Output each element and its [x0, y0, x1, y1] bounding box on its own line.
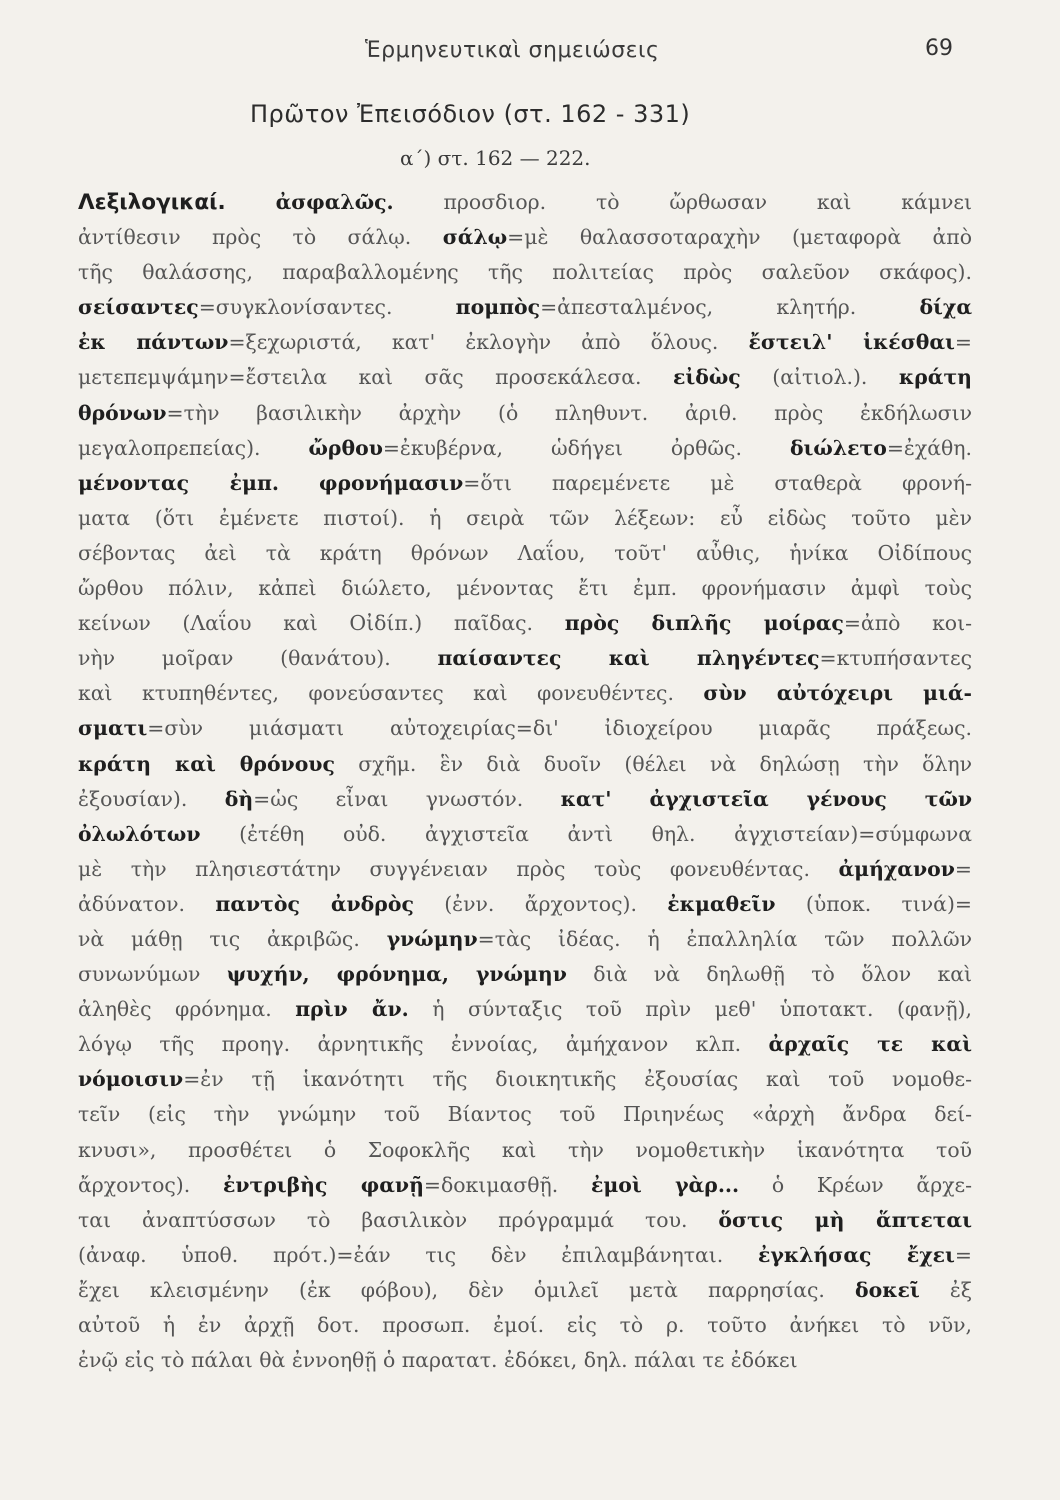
gloss-text: =ὅτι παρεμένετε μὲ σταθερὰ φρονή- [463, 470, 972, 495]
lemma: πομπὸς [455, 295, 541, 320]
gloss-text: ἡ σύνταξις τοῦ πρὶν μεθ' ὑποτακτ. (φανῇ), [408, 997, 972, 1022]
lemma: ψυχήν, φρόνημα, γνώμην [226, 962, 567, 987]
gloss-text: μὲ τὴν πλησιεστάτην συγγένειαν πρὸς τοὺς φονευθέντας. [78, 856, 839, 881]
gloss-text: σέβοντας ἀεὶ τὰ κράτη θρόνων Λαΐου, τοῦτ' αὖθις, ἡνίκα Οἰδίπους [78, 540, 972, 565]
text-line [78, 1343, 972, 1378]
lemma: πρὶν ἄν. [295, 997, 409, 1022]
text-line [78, 747, 972, 782]
lemma: ἐκ πάντων [78, 330, 229, 355]
lemma: ἀρχαῖς τε καὶ [768, 1032, 972, 1057]
gloss-text: = [954, 1242, 972, 1267]
lemma: γνώμην [386, 926, 478, 951]
gloss-text: ἐξουσίαν). [78, 786, 225, 811]
gloss-text: ἐξ [919, 1277, 972, 1302]
running-head: Ἑρμηνευτικαὶ σημειώσεις [365, 38, 660, 63]
gloss-text: ἀντίθεσιν πρὸς τὸ σάλῳ. [78, 225, 443, 250]
lemma: δοκεῖ [855, 1277, 920, 1302]
gloss-text: καὶ κτυπηθέντες, φονεύσαντες καὶ φονευθέντες. [78, 681, 704, 706]
lemma: φρονήμασιν [319, 470, 464, 495]
lemma: ἔστειλ' ἱκέσθαι [748, 330, 955, 355]
lemma: νόμοισιν [78, 1067, 184, 1092]
text-line [78, 711, 972, 746]
gloss-text: συνωνύμων [78, 962, 227, 987]
gloss-text: = [954, 856, 972, 881]
text-line [78, 887, 972, 922]
lemma: σματι [78, 716, 148, 741]
gloss-text: (ὑποκ. τινά)= [775, 891, 972, 916]
text-line [78, 431, 972, 466]
gloss-text: ἄρχοντος). [78, 1172, 223, 1197]
gloss-text: σχῆμ. ἓν διὰ δυοῖν (θέλει νὰ δηλώσῃ τὴν ὅλην [334, 751, 972, 776]
text-line [78, 466, 972, 501]
gloss-text: (ἀναφ. ὑποθ. πρότ.)=ἐάν τις δὲν ἐπιλαμβάνηται. [78, 1242, 759, 1267]
lemma: ὅστις μὴ ἅπτεται [718, 1207, 972, 1232]
text-line [78, 957, 972, 992]
text-line [78, 676, 972, 711]
lemma: ἐμοὶ γὰρ... [590, 1172, 740, 1197]
gloss-text [279, 471, 319, 495]
gloss-text: κείνων (Λαΐου καὶ Οἰδίπ.) παῖδας. [78, 611, 565, 636]
gloss-text: διὰ νὰ δηλωθῇ τὸ ὅλον καὶ [566, 962, 972, 987]
gloss-text: = [954, 330, 972, 355]
text-line [78, 817, 972, 852]
text-line [78, 290, 972, 325]
text-line [78, 992, 972, 1027]
lemma: Λεξιλογικαί. [78, 190, 226, 215]
gloss-text: τεῖν (εἰς τὴν γνώμην τοῦ Βίαντος τοῦ Πριηνέως «ἀρχὴ ἄνδρα δεί- [78, 1102, 972, 1127]
gloss-text: =ἐχάθη. [886, 435, 972, 460]
gloss-text: νὴν μοῖραν (θανάτου). [78, 646, 438, 671]
lemma: εἰδὼς [673, 365, 741, 390]
gloss-text: =τὰς ἰδέας. ἡ ἐπαλληλία τῶν πολλῶν [477, 926, 972, 951]
text-line [78, 1273, 972, 1308]
text-line [78, 922, 972, 957]
gloss-text: ἔχει κλεισμένην (ἐκ φόβου), δὲν ὁμιλεῖ μετὰ παρρησίας. [78, 1277, 855, 1302]
gloss-text: =ἐν τῇ ἱκανότητι τῆς διοικητικῆς ἐξουσίας καὶ τοῦ νομοθε- [183, 1067, 972, 1092]
gloss-text: =ὡς εἶναι γνωστόν. [253, 786, 561, 811]
text-line [78, 255, 972, 290]
gloss-text: =ξεχωριστά, κατ' ἐκλογὴν ἀπὸ ὅλους. [228, 330, 749, 355]
gloss-text: =συγκλονίσαντες. [198, 295, 456, 320]
lemma: παντὸς ἀνδρὸς [215, 891, 414, 916]
text-line [78, 360, 972, 395]
text-line [78, 571, 972, 606]
lemma: κράτη [898, 365, 972, 390]
lemma: σείσαντες [78, 295, 199, 320]
lemma: ἐγκλήσας ἔχει [758, 1242, 955, 1267]
gloss-text: =σὺν μιάσματι αὐτοχειρίας=δι' ἰδιοχείρου μιαρᾶς πράξεως. [147, 716, 972, 741]
gloss-text: ὤρθου πόλιν, κἀπεὶ διώλετο, μένοντας ἔτι ἐμπ. φρονήμασιν ἀμφὶ τοὺς [78, 576, 972, 601]
text-line [78, 185, 972, 220]
gloss-text: (ἐτέθη οὐδ. ἀγχιστεῖα ἀντὶ θηλ. ἀγχιστείαν)=σύμφωνα [200, 821, 972, 846]
lemma: σὺν αὐτόχειρι μιά- [703, 681, 972, 706]
text-line [78, 1133, 972, 1168]
text-line [78, 536, 972, 571]
gloss-text: ἐνῷ εἰς τὸ πάλαι θὰ ἐννοηθῇ ὁ παρατατ. ἐδόκει, δηλ. πάλαι τε ἐδόκει [78, 1348, 798, 1373]
section-title: Πρῶτον Ἐπεισόδιον (στ. 162 - 331) [250, 100, 691, 128]
gloss-text: =ἀπὸ κοι- [843, 611, 972, 636]
lemma: μένοντας ἐμπ. [78, 470, 279, 495]
text-line [78, 1027, 972, 1062]
text-line [78, 325, 972, 360]
lemma: κράτη καὶ θρόνους [78, 751, 335, 776]
page-number: 69 [925, 36, 953, 61]
text-line [78, 501, 972, 536]
gloss-text: =δοκιμασθῇ. [423, 1172, 591, 1197]
lemma: σάλῳ [442, 225, 508, 250]
gloss-text: ἀληθὲς φρόνημα. [78, 997, 296, 1022]
text-line [78, 606, 972, 641]
text-line [78, 1062, 972, 1097]
lemma: ἐκμαθεῖν [667, 891, 776, 916]
text-line [78, 782, 972, 817]
gloss-text: (αἰτιολ.). [740, 365, 899, 390]
lemma: δίχα [919, 295, 972, 320]
text-line [78, 396, 972, 431]
lemma: ἀμήχανον [838, 856, 955, 881]
lemma: θρόνων [78, 400, 167, 425]
gloss-text: =μὲ θαλασσοταραχὴν (μεταφορὰ ἀπὸ [507, 225, 972, 250]
gloss-text: =ἐκυβέρνα, ὡδήγει ὀρθῶς. [382, 435, 790, 460]
text-line [78, 1238, 972, 1273]
text-line [78, 852, 972, 887]
gloss-text: ὁ Κρέων ἄρχε- [739, 1172, 972, 1197]
gloss-text: =ἀπεσταλμένος, κλητήρ. [540, 295, 920, 320]
subsection-title: α΄) στ. 162 — 222. [400, 146, 591, 170]
lemma: κατ' ἀγχιστεῖα γένους τῶν [560, 786, 972, 811]
gloss-text: ματα (ὅτι ἐμένετε πιστοί). ἡ σειρὰ τῶν λέξεων: εὖ εἰδὼς τοῦτο μὲν [78, 505, 972, 530]
gloss-text: (ἐνν. ἄρχοντος). [413, 891, 668, 916]
gloss-text: ἀδύνατον. [78, 891, 216, 916]
gloss-text: ται ἀναπτύσσων τὸ βασιλικὸν πρόγραμμά του. [78, 1207, 719, 1232]
gloss-text: προσδιορ. τὸ ὤρθωσαν καὶ κάμνει [393, 190, 972, 214]
commentary-body [78, 185, 972, 1378]
gloss-text: =τὴν βασιλικὴν ἀρχὴν (ὁ πληθυντ. ἀριθ. πρὸς ἐκδήλωσιν [166, 400, 972, 425]
gloss-text: μεγαλοπρεπείας). [78, 435, 309, 460]
text-line [78, 1097, 972, 1132]
lemma: ὤρθου [308, 435, 383, 460]
gloss-text: κνυσι», προσθέτει ὁ Σοφοκλῆς καὶ τὴν νομοθετικὴν ἱκανότητα τοῦ [78, 1137, 972, 1162]
gloss-text: μετεπεμψάμην=ἔστειλα καὶ σᾶς προσεκάλεσα. [78, 365, 674, 390]
lemma: δὴ [224, 786, 254, 811]
lemma: παίσαντες καὶ πληγέντες [437, 646, 820, 671]
lemma: πρὸς διπλῆς μοίρας [564, 611, 844, 636]
gloss-text: αὐτοῦ ἡ ἐν ἀρχῇ δοτ. προσωπ. ἐμοί. εἰς τὸ ρ. τοῦτο ἀνήκει τὸ νῦν, [78, 1313, 972, 1337]
gloss-text [226, 190, 276, 214]
text-line [78, 1203, 972, 1238]
text-line [78, 641, 972, 676]
text-line [78, 1308, 972, 1343]
lemma: ὀλωλότων [78, 821, 201, 846]
gloss-text: νὰ μάθῃ τις ἀκριβῶς. [78, 926, 387, 951]
gloss-text: =κτυπήσαντες [819, 646, 972, 671]
text-line [78, 1168, 972, 1203]
gloss-text: τῆς θαλάσσης, παραβαλλομένης τῆς πολιτείας πρὸς σαλεῦον σκάφος). [78, 260, 972, 285]
lemma: διώλετο [789, 435, 887, 460]
gloss-text: λόγῳ τῆς προηγ. ἀρνητικῆς ἐννοίας, ἀμήχανον κλπ. [78, 1032, 769, 1057]
lemma: ἀσφαλῶς. [275, 190, 394, 214]
text-line [78, 220, 972, 255]
lemma: ἐντριβὴς φανῇ [222, 1172, 424, 1197]
